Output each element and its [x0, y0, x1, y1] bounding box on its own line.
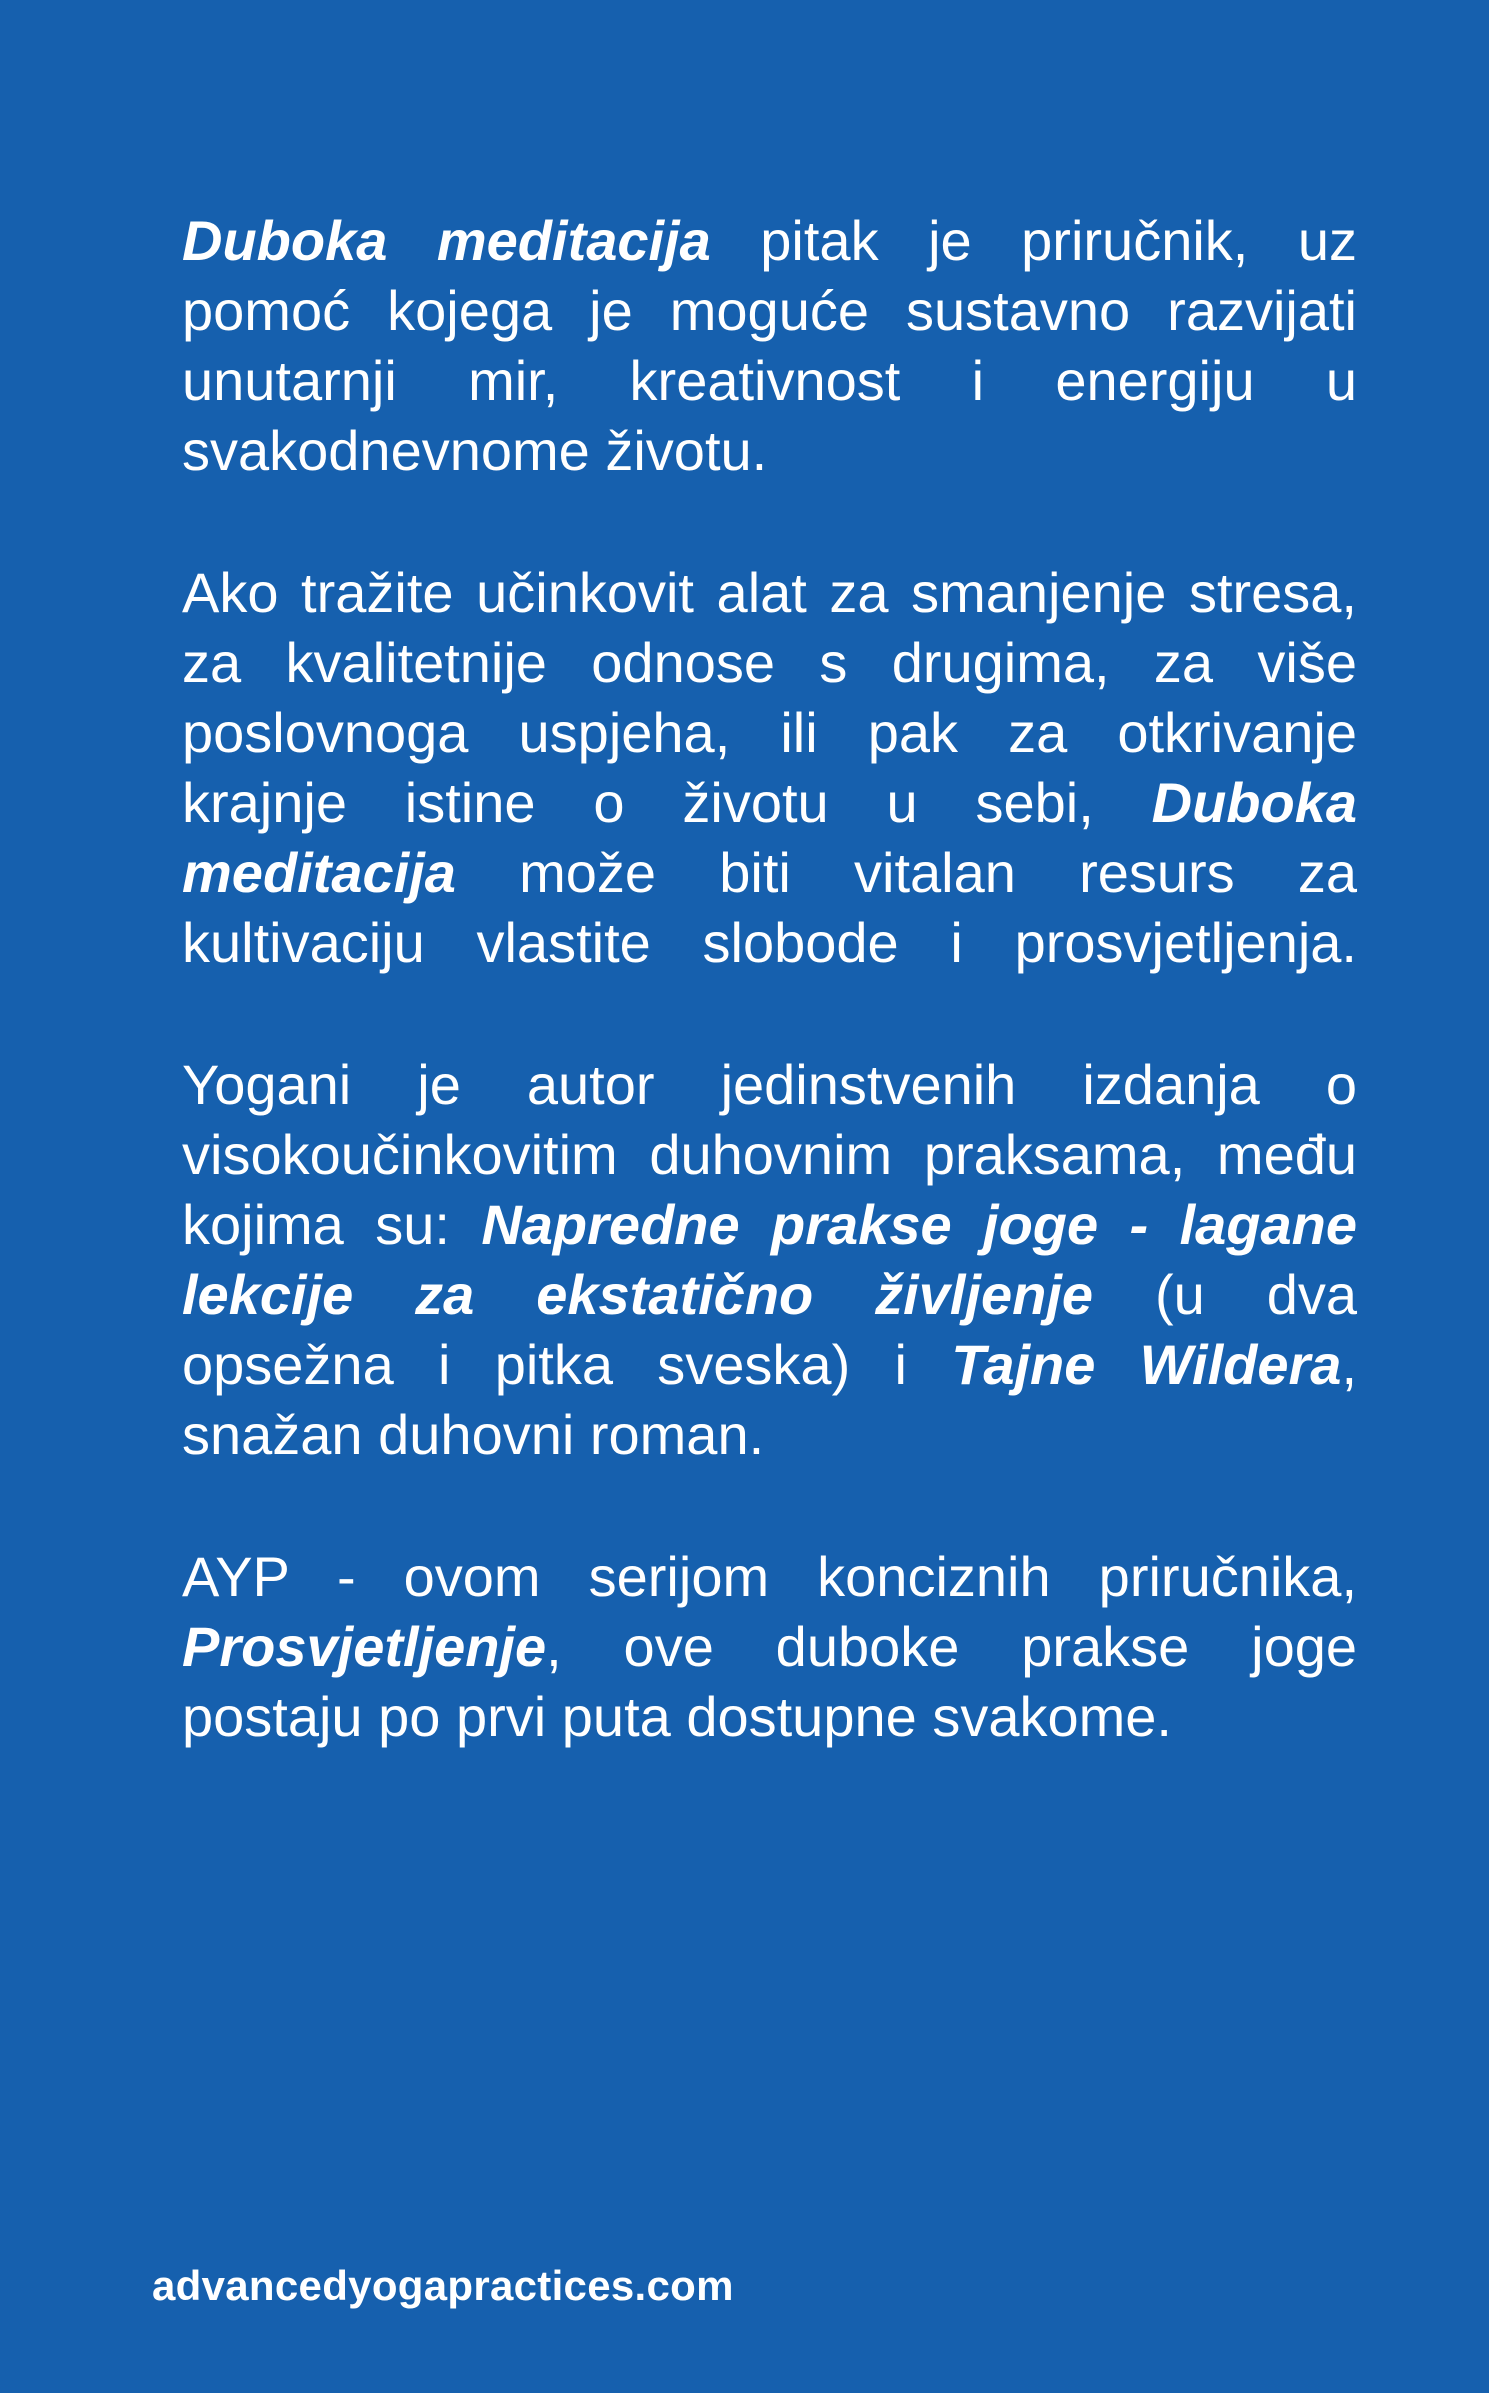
- book-title-emphasis: Napredne prakse joge - lagane: [481, 1193, 1358, 1256]
- text-line: [182, 908, 1357, 978]
- text-segment: kultivaciju vlastite slobode i prosvjetljenja.: [182, 911, 1357, 974]
- book-title-emphasis: Tajne Wildera: [951, 1333, 1342, 1396]
- paragraph-4: [182, 1542, 1357, 1752]
- text-line: [182, 1542, 1357, 1612]
- text-line: [182, 1190, 1357, 1260]
- book-title-emphasis: meditacija: [182, 841, 456, 904]
- text-segment: unutarnji mir, kreativnost i energiju u: [182, 349, 1357, 412]
- text-segment: pomoć kojega je moguće sustavno razvijati: [182, 279, 1357, 342]
- text-segment: Yogani je autor jedinstvenih izdanja o: [182, 1053, 1357, 1116]
- text-line: [182, 838, 1357, 908]
- website-url: advancedyogapractices.com: [152, 2262, 734, 2309]
- book-title-emphasis: lekcije za ekstatično življenje: [182, 1263, 1094, 1326]
- paragraph-3: [182, 1050, 1357, 1470]
- text-segment: može biti vitalan resurs za: [455, 841, 1357, 904]
- text-segment: , ove duboke prakse joge: [546, 1615, 1357, 1678]
- text-segment: poslovnoga uspjeha, ili pak za otkrivanje: [182, 701, 1357, 764]
- text-line: [182, 768, 1357, 838]
- text-line: [182, 346, 1357, 416]
- text-line: [182, 276, 1357, 346]
- text-line: [182, 1400, 1357, 1470]
- text-line: [182, 628, 1357, 698]
- paragraph-1: [182, 206, 1357, 486]
- text-segment: snažan duhovni roman.: [182, 1403, 765, 1466]
- text-line: [182, 1050, 1357, 1120]
- text-segment: ,: [1341, 1333, 1358, 1396]
- text-segment: za kvalitetnije odnose s drugima, za više: [182, 631, 1357, 694]
- text-segment: pitak je priručnik, uz: [710, 209, 1357, 272]
- book-title-emphasis: Duboka meditacija: [182, 209, 711, 272]
- text-segment: kojima su:: [182, 1193, 482, 1256]
- text-line: [182, 1120, 1357, 1190]
- text-line: [182, 558, 1357, 628]
- text-segment: AYP - ovom serijom konciznih priručnika,: [182, 1545, 1357, 1608]
- blurb-text: [182, 206, 1357, 1824]
- text-segment: svakodnevnome životu.: [182, 419, 768, 482]
- text-segment: krajnje istine o životu u sebi,: [182, 771, 1152, 834]
- text-segment: Ako tražite učinkovit alat za smanjenje stresa,: [182, 561, 1357, 624]
- text-line: [182, 1612, 1357, 1682]
- text-segment: opsežna i pitka sveska) i: [182, 1333, 952, 1396]
- text-line: [182, 206, 1357, 276]
- text-segment: postaju po prvi puta dostupne svakome.: [182, 1685, 1172, 1748]
- book-title-emphasis: Prosvjetljenje: [182, 1615, 547, 1678]
- text-line: [182, 1260, 1357, 1330]
- text-line: [182, 698, 1357, 768]
- text-line: [182, 416, 1357, 486]
- text-line: [182, 1682, 1357, 1752]
- book-title-emphasis: Duboka: [1151, 771, 1357, 834]
- text-segment: visokoučinkovitim duhovnim praksama, među: [182, 1123, 1357, 1186]
- paragraph-2: [182, 558, 1357, 978]
- text-line: [182, 1330, 1357, 1400]
- text-segment: (u dva: [1093, 1263, 1357, 1326]
